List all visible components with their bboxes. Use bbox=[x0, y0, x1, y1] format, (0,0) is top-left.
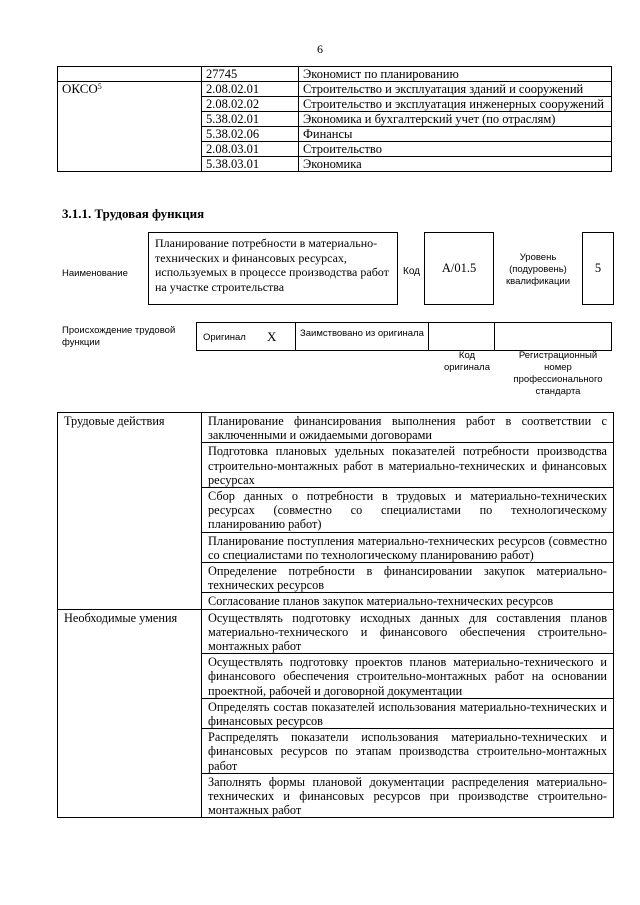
code-cell: 2.08.02.02 bbox=[202, 97, 299, 112]
code-cell: 5.38.02.01 bbox=[202, 112, 299, 127]
name-label: Наименование bbox=[62, 268, 128, 279]
page-number: 6 bbox=[317, 42, 323, 56]
okso-label-cell bbox=[58, 82, 202, 172]
level-value: 5 bbox=[594, 261, 602, 275]
table-row bbox=[58, 413, 614, 443]
table-cell: Согласование планов закупок материально-технических ресурсов bbox=[202, 593, 614, 609]
level-label: Уровень (подуровень) квалификации bbox=[505, 252, 571, 287]
origin-label: Происхождение трудовой функции bbox=[62, 325, 176, 348]
level-box bbox=[582, 232, 614, 305]
table-cell bbox=[58, 67, 202, 82]
code-original-cell bbox=[429, 323, 495, 351]
footnote-mark: 5 bbox=[97, 82, 102, 91]
name-cell: Финансы bbox=[299, 127, 612, 142]
table-cell: Определение потребности в финансировании закупок материально-технических ресурсов bbox=[202, 563, 614, 593]
table-cell: Сбор данных о потребности в трудовых и материально-технических ресурсах (совместно со специалистами по технологическому планированию работ) bbox=[202, 488, 614, 533]
okso-table bbox=[57, 66, 612, 172]
table-cell: Определять состав показателей использования материально-технических и финансовых ресурсов bbox=[202, 698, 614, 728]
name-cell: Строительство и эксплуатация инженерных сооружений bbox=[299, 97, 612, 112]
table-row bbox=[58, 609, 614, 654]
section-title: 3.1.1. Трудовая функция bbox=[62, 206, 205, 221]
reg-number-cell bbox=[495, 323, 612, 351]
name-cell: Экономист по планированию bbox=[299, 67, 612, 82]
borrowed-label: Заимствовано из оригинала bbox=[300, 328, 424, 339]
code-label: Код bbox=[403, 266, 421, 277]
code-original-caption: Код оригинала bbox=[443, 350, 490, 373]
table-cell: Планирование поступления материально-технических ресурсов (совместно со специалистами по технологическому планированию работ) bbox=[202, 532, 614, 562]
name-cell: Экономика bbox=[299, 157, 612, 172]
code-cell: 2.08.03.01 bbox=[202, 142, 299, 157]
table-row bbox=[197, 323, 612, 351]
reg-number-caption: Регистрационный номер профессионального стандарта bbox=[513, 350, 603, 397]
original-cell bbox=[197, 323, 296, 351]
table-cell: Осуществлять подготовку исходных данных для составления планов материально-технического и финансового обеспечения строительно-монтажных работ bbox=[202, 609, 614, 654]
table-row bbox=[58, 82, 612, 97]
table-row bbox=[58, 67, 612, 82]
function-code-box bbox=[424, 232, 494, 305]
borrowed-cell bbox=[296, 323, 429, 351]
code-cell: 5.38.03.01 bbox=[202, 157, 299, 172]
code-cell: 2.08.02.01 bbox=[202, 82, 299, 97]
origin-table bbox=[196, 322, 612, 351]
code-cell: 5.38.02.06 bbox=[202, 127, 299, 142]
function-code: A/01.5 bbox=[441, 261, 477, 275]
okso-label: ОКСО bbox=[62, 81, 98, 96]
table-cell: Осуществлять подготовку проектов планов материально-технического и финансового обеспечения строительно-монтажных работ на основании проектной, рабочей и договорной документации bbox=[202, 654, 614, 699]
function-table bbox=[57, 412, 614, 818]
group-label: Трудовые действия bbox=[58, 413, 202, 610]
table-cell: Распределять показатели использования материально-технических и финансовых ресурсов по этапам производства строительно-монтажных работ bbox=[202, 729, 614, 774]
table-cell: Подготовка плановых удельных показателей потребности производства строительно-монтажных работ в материально-технических и финансовых ресурсах bbox=[202, 443, 614, 488]
table-cell: Заполнять формы плановой документации распределения материально-технических и финансовых ресурсов при производстве строительно-монтажных работ bbox=[202, 773, 614, 818]
code-cell: 27745 bbox=[202, 67, 299, 82]
name-cell: Строительство и эксплуатация зданий и сооружений bbox=[299, 82, 612, 97]
name-cell: Строительство bbox=[299, 142, 612, 157]
table-cell: Планирование финансирования выполнения работ в соответствии с заключенными и ожидаемыми договорами bbox=[202, 413, 614, 443]
group-label: Необходимые умения bbox=[58, 609, 202, 818]
function-name-box: Планирование потребности в материально-технических и финансовых ресурсах, используемых в процессе производства работ на участке строительства bbox=[148, 232, 398, 305]
original-label: Оригинал bbox=[203, 332, 246, 343]
original-mark: X bbox=[267, 329, 277, 344]
name-cell: Экономика и бухгалтерский учет (по отраслям) bbox=[299, 112, 612, 127]
